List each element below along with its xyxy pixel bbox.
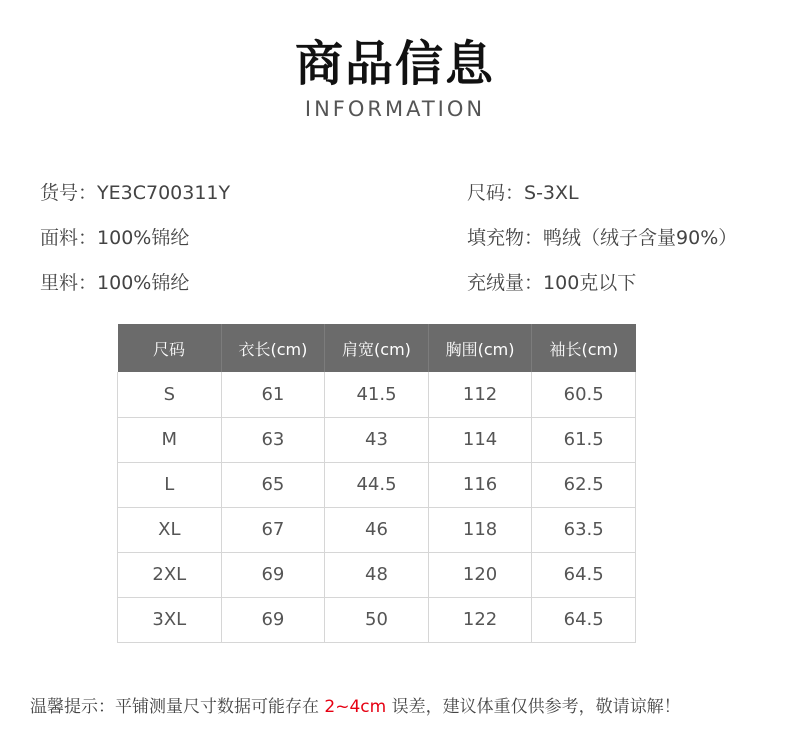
info-filling-value: 鸭绒（绒子含量90%）	[543, 227, 738, 249]
info-lining-key: 里料：	[40, 272, 98, 294]
notice-prefix: 温馨提示：平铺测量尺寸数据可能存在	[30, 697, 319, 717]
table-cell: 48	[325, 552, 429, 597]
table-cell: 43	[325, 417, 429, 462]
info-item-no-key: 货号：	[40, 182, 98, 204]
column-header: 衣长(cm)	[221, 324, 325, 372]
table-cell: 112	[428, 372, 532, 417]
table-row	[118, 462, 636, 507]
table-cell: 69	[221, 597, 325, 642]
info-filling-key: 填充物：	[467, 227, 544, 249]
info-size-range-value: S-3XL	[524, 182, 579, 204]
table-cell: 44.5	[325, 462, 429, 507]
table-cell: S	[118, 372, 222, 417]
column-header: 袖长(cm)	[532, 324, 636, 372]
notice-highlight: 2~4cm	[324, 697, 387, 717]
table-cell: 120	[428, 552, 532, 597]
table-cell: 41.5	[325, 372, 429, 417]
info-fill-amount-key: 充绒量：	[467, 272, 544, 294]
table-cell: 67	[221, 507, 325, 552]
info-fill-amount	[467, 270, 636, 296]
table-cell: 61.5	[532, 417, 636, 462]
info-lining	[40, 270, 189, 296]
measurement-notice	[30, 694, 681, 720]
table-row	[118, 597, 636, 642]
table-cell: 63	[221, 417, 325, 462]
table-cell: 116	[428, 462, 532, 507]
table-cell: 64.5	[532, 597, 636, 642]
table-cell: M	[118, 417, 222, 462]
table-row	[118, 372, 636, 417]
notice-suffix: 误差，建议体重仅供参考，敬请谅解！	[391, 697, 681, 717]
page-title: 商品信息	[294, 36, 495, 92]
info-size-range-key: 尺码：	[467, 182, 525, 204]
column-header: 肩宽(cm)	[325, 324, 429, 372]
table-cell: 62.5	[532, 462, 636, 507]
info-lining-value: 100%锦纶	[97, 272, 190, 294]
table-row	[118, 507, 636, 552]
table-row	[118, 417, 636, 462]
page-subtitle: INFORMATION	[304, 97, 486, 121]
table-cell: 63.5	[532, 507, 636, 552]
table-row	[118, 552, 636, 597]
table-cell: 64.5	[532, 552, 636, 597]
size-chart-table	[117, 324, 636, 643]
table-cell: 60.5	[532, 372, 636, 417]
column-header: 胸围(cm)	[428, 324, 532, 372]
info-fabric	[40, 225, 189, 251]
info-item-no	[40, 180, 230, 206]
table-header-row	[118, 324, 636, 372]
info-size-range	[467, 180, 579, 206]
info-filling	[467, 225, 737, 251]
table-cell: 2XL	[118, 552, 222, 597]
table-cell: 61	[221, 372, 325, 417]
table-cell: 3XL	[118, 597, 222, 642]
column-header: 尺码	[118, 324, 222, 372]
table-cell: L	[118, 462, 222, 507]
table-cell: 46	[325, 507, 429, 552]
table-cell: 69	[221, 552, 325, 597]
table-cell: 65	[221, 462, 325, 507]
table-cell: 50	[325, 597, 429, 642]
info-item-no-value: YE3C700311Y	[97, 182, 231, 204]
info-fabric-key: 面料：	[40, 227, 98, 249]
info-fabric-value: 100%锦纶	[97, 227, 190, 249]
table-cell: 122	[428, 597, 532, 642]
info-fill-amount-value: 100克以下	[543, 272, 637, 294]
table-cell: 114	[428, 417, 532, 462]
table-cell: XL	[118, 507, 222, 552]
table-cell: 118	[428, 507, 532, 552]
